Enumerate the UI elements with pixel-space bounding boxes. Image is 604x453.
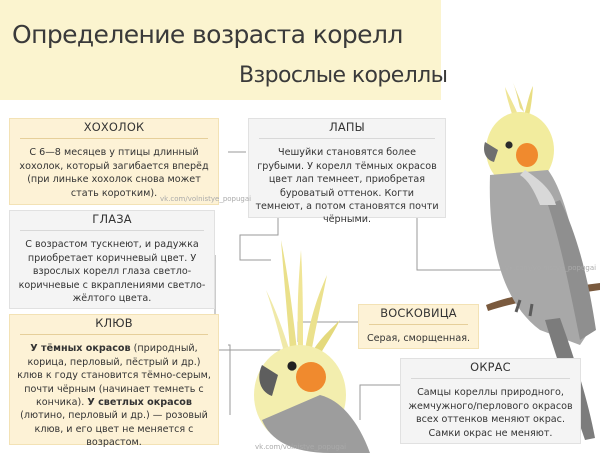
card-eyes bbox=[9, 210, 215, 309]
card-beak-divider bbox=[20, 334, 208, 335]
card-crest bbox=[9, 118, 219, 205]
card-cere-title: ВОСКОВИЦА bbox=[380, 306, 457, 320]
card-color-title: ОКРАС bbox=[470, 360, 511, 374]
page-title: Определение возраста корелл bbox=[12, 20, 403, 49]
watermark-bottom: vk.com/volnistye_popugai bbox=[255, 443, 347, 451]
card-beak-text-dark: (природный, корица, перловый, пёстрый и др.) клюв к году становится тёмно-серым, почти чёрным (начинает темнеть с кончика). bbox=[17, 343, 211, 409]
bird-left-image bbox=[254, 240, 370, 453]
card-color-divider bbox=[411, 378, 570, 379]
watermark-right: vk.com/volnistye_popugai bbox=[505, 264, 597, 272]
card-beak-text-light: (лютино, перловый и др.) — розовый клюв, и его цвет не меняется с возрастом. bbox=[20, 410, 208, 449]
card-beak-bold-light: У светлых окрасов bbox=[87, 397, 192, 409]
card-cere-divider bbox=[369, 324, 468, 325]
watermark-top: vk.com/volnistye_popugai bbox=[160, 195, 252, 203]
page-subtitle: Взрослые кореллы bbox=[239, 63, 448, 88]
card-cere-text: Серая, сморщенная. bbox=[366, 333, 471, 345]
card-crest-title: ХОХОЛОК bbox=[83, 120, 145, 134]
card-beak-bold-dark: У тёмных окрасов bbox=[30, 343, 131, 355]
card-crest-text: С 6—8 месяцев у птицы длинный хохолок, который загибается вперёд (при линьке хохолок снова может стать коротким). bbox=[19, 147, 209, 199]
card-feet-text: Чешуйки становятся более грубыми. У корелл тёмных окрасов цвет лап темнеет, приобретая буроватый оттенок. Когти темнеют, а потом становятся почти чёрными. bbox=[255, 147, 439, 226]
card-beak-title: КЛЮВ bbox=[95, 316, 133, 330]
card-eyes-text: С возрастом тускнеют, и радужка приобретает коричневый цвет. У взрослых корелл глаза светло-коричневые с вкраплениями светло-жёлтого цвета. bbox=[18, 239, 206, 305]
card-crest-divider bbox=[20, 138, 208, 139]
card-eyes-title: ГЛАЗА bbox=[92, 212, 132, 226]
card-beak-text bbox=[16, 342, 212, 449]
card-color-text: Самцы кореллы природного, жемчужного/перлового окрасов всех оттенков меняют окрас. Самки окрас не меняют. bbox=[408, 387, 573, 439]
card-eyes-divider bbox=[20, 230, 204, 231]
card-color bbox=[400, 358, 581, 444]
card-feet-divider bbox=[259, 138, 435, 139]
card-feet-title: ЛАПЫ bbox=[329, 120, 365, 134]
card-cere bbox=[358, 304, 479, 349]
card-beak bbox=[9, 314, 219, 449]
card-feet bbox=[248, 118, 446, 226]
